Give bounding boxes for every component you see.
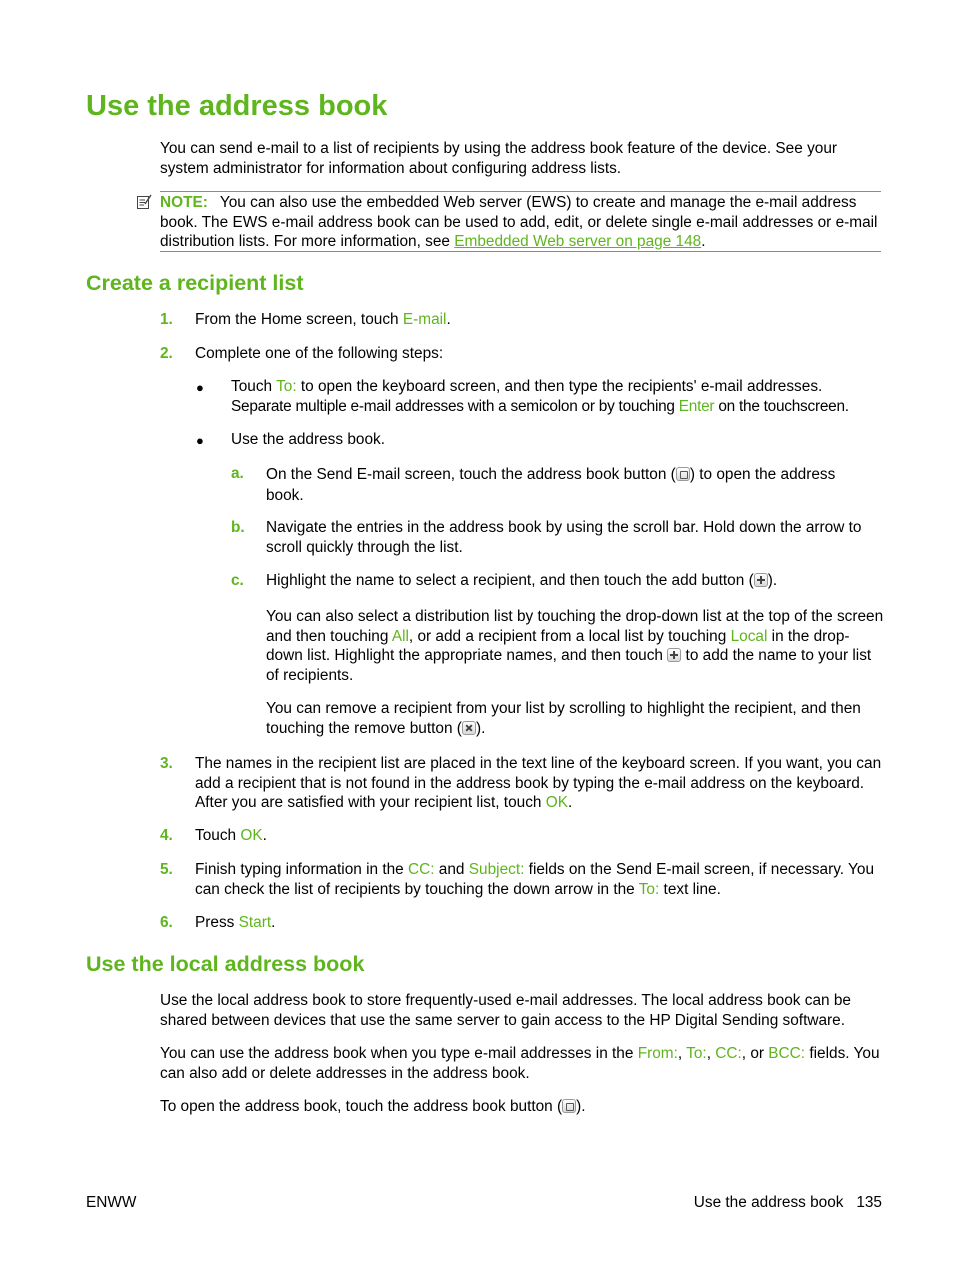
step-6-text: Press Start. [195,914,276,931]
address-book-icon [676,467,690,481]
step-5-text: Finish typing information in the CC: and Subject: fields on the Send E-mail screen, if necessary. You can check the list of recipients by touching the down arrow in the To: text line. [195,861,875,898]
address-book-icon [562,1099,576,1113]
substep-letter: a. [231,465,244,482]
substep-b-text: Navigate the entries in the address book by using the scroll bar. Hold down the arrow to scroll quickly through the list. [266,519,862,556]
step-4-text: Touch OK. [195,827,267,844]
note-label: NOTE: [160,194,208,211]
step-number: 3. [160,755,173,772]
substep-c-paragraph-1: You can also select a distribution list by touching the drop-down list at the top of the screen and then touching All, or add a recipient from a local list by touching Local in the drop-down list. Highlight the appropriate names, and then touch to add the name to your list of recipients. [266,608,884,684]
local-book-paragraph-3: To open the address book, touch the address book button ( ). [160,1098,586,1115]
ews-link[interactable]: Embedded Web server on page 148 [454,233,702,250]
step-2-text: Complete one of the following steps: [195,345,444,362]
step-1-text: From the Home screen, touch E-mail. [195,311,451,328]
page-title: Use the address book [86,90,388,122]
note-icon [136,194,152,210]
note-text: NOTE: You can also use the embedded Web server (EWS) to create and manage the e-mail address book. The EWS e-mail address book can be used to add, edit, or delete single e-mail addresses or e-mail distribution lists. For more information, see Embedded Web server on page 148. [160,194,878,250]
add-icon [754,573,768,587]
section-heading-local-address-book: Use the local address book [86,952,365,976]
bullet-icon: ● [196,380,204,395]
substep-letter: b. [231,519,245,536]
section-heading-create-recipient-list: Create a recipient list [86,271,304,295]
footer-left: ENWW [86,1194,137,1211]
step-3-text: The names in the recipient list are placed in the text line of the keyboard screen. If you want, you can add a recipient that is not found in the address book by typing the e-mail address on the keyboard. After you are satisfied with your recipient list, touch OK. [195,755,882,811]
step-number: 6. [160,914,173,931]
step-number: 4. [160,827,173,844]
substep-c-text: Highlight the name to select a recipient, and then touch the add button ( ). [266,572,778,589]
note-box [160,191,881,252]
bullet-2-text: Use the address book. [231,431,385,448]
substep-c-paragraph-2: You can remove a recipient from your list by scrolling to highlight the recipient, and then touching the remove button ( ). [266,700,861,737]
intro-paragraph: You can send e-mail to a list of recipients by using the address book feature of the device. See your system administrator for information about configuring address lists. [160,140,838,177]
remove-icon [462,721,476,735]
step-number: 5. [160,861,173,878]
bullet-icon: ● [196,433,204,448]
step-number: 2. [160,345,173,362]
local-book-paragraph-1: Use the local address book to store frequently-used e-mail addresses. The local address book can be shared between devices that use the same server to gain access to the HP Digital Sending software. [160,992,851,1029]
substep-letter: c. [231,572,244,589]
local-book-paragraph-2: You can use the address book when you type e-mail addresses in the From:, To:, CC:, or BCC: fields. You can also add or delete addresses in the address book. [160,1045,880,1082]
footer-right: Use the address book 135 [693,1194,882,1211]
bullet-1-text: Touch To: to open the keyboard screen, and then type the recipients' e-mail addresses. Separate multiple e-mail addresses with a semicolon or by touching Enter on the touchscreen. [231,378,849,415]
step-number: 1. [160,311,173,328]
substep-a-text: On the Send E-mail screen, touch the address book button ( ) to open the address book. [266,466,836,504]
add-icon [667,648,681,662]
